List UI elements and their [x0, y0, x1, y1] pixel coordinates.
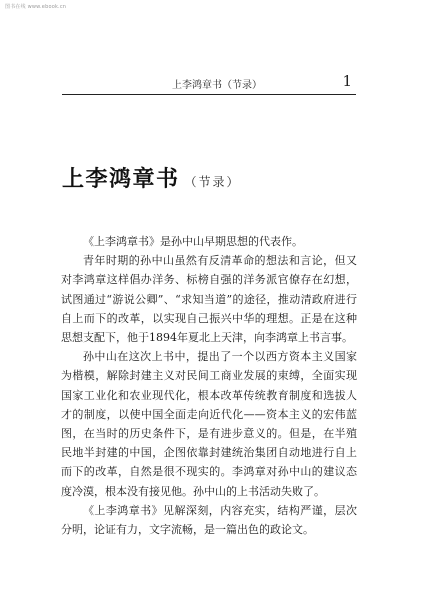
paragraph-proposal: 孙中山在这次上书中，提出了一个以西方资本主义国家为楷模，解除封建主义对民间工商业发展的束缚，全面实现国家工业化和农业现代化，根本改革传统教育制度和选拔人才的制度，以使中国全面走向近代化——资本主义的宏伟蓝图，在当时的历史条件下，是有进步意义的。但是，在半殖民地半封建的中国，企图依靠封建统治集团自动地进行自上而下的改革，自然是很不现实的。李鸿章对孙中山的建议态度冷漠，根本没有接见他。孙中山的上书活动失败了。 [61, 350, 357, 498]
body-text [61, 232, 357, 539]
running-header [62, 72, 356, 95]
chapter-title-main: 上李鸿章书 [62, 167, 180, 192]
running-title: 上李鸿章书（节录） [172, 80, 262, 91]
paragraph-evaluation: 《上李鸿章书》见解深刻，内容充实，结构严谨，层次分明，论证有力，文字流畅，是一篇出色的政论文。 [61, 503, 357, 537]
chapter-title-subtitle: （节录） [184, 175, 241, 189]
chapter-title [62, 162, 241, 193]
paragraph-intro: 《上李鸿章书》是孙中山早期思想的代表作。 [83, 235, 303, 248]
watermark-text: 图书在线 www.ebook.cn [5, 4, 67, 10]
page-number: 1 [342, 72, 352, 90]
paragraph-background: 青年时期的孙中山虽然有反清革命的想法和言论，但又对李鸿章这样倡办洋务、标榜自强的洋务派官僚存在幻想，试图通过“游说公卿”、“求知当道”的途径，推动清政府进行自上而下的改革，以实现自己振兴中华的理想。正是在这种思想支配下，他于1894年夏北上天津，向李鸿章上书言事。 [61, 254, 357, 345]
